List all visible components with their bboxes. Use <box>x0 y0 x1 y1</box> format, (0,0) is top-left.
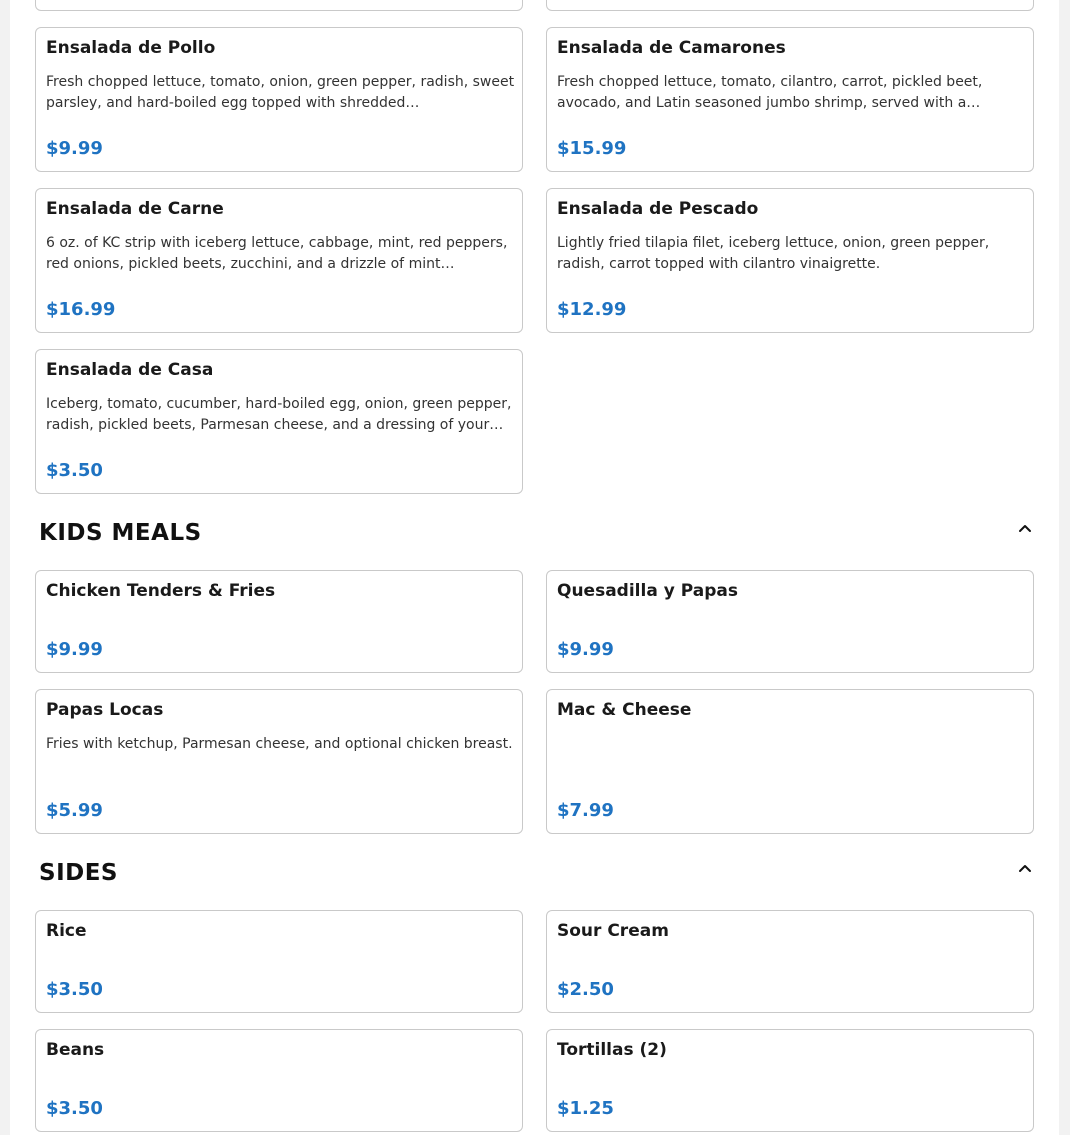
menu-item-card[interactable] <box>546 689 1034 834</box>
item-price: $12.99 <box>557 299 627 320</box>
item-price: $3.50 <box>46 460 103 481</box>
collapse-kids-meals-button[interactable] <box>1014 517 1036 539</box>
menu-item-card[interactable] <box>546 1029 1034 1132</box>
item-name: Tortillas (2) <box>557 1040 667 1060</box>
section-title-sides: SIDES <box>39 860 118 886</box>
item-name: Ensalada de Pescado <box>557 199 759 219</box>
menu-item-card[interactable] <box>35 570 523 673</box>
item-name: Quesadilla y Papas <box>557 581 738 601</box>
menu-item-card[interactable] <box>546 27 1034 172</box>
item-name: Ensalada de Pollo <box>46 38 216 58</box>
menu-item-card[interactable] <box>35 689 523 834</box>
section-title-kids-meals: KIDS MEALS <box>39 520 202 546</box>
menu-item-card[interactable] <box>35 27 523 172</box>
item-price: $15.99 <box>557 138 627 159</box>
item-price: $1.25 <box>557 1098 614 1119</box>
item-price: $7.99 <box>557 800 614 821</box>
item-description: Fresh chopped lettuce, tomato, onion, green pepper, radish, sweet parsley, and hard-boiled egg topped with shredded… <box>46 74 515 111</box>
item-name: Beans <box>46 1040 105 1060</box>
item-description: Iceberg, tomato, cucumber, hard-boiled egg, onion, green pepper, radish, pickled beets, Parmesan cheese, and a dressing of your… <box>46 396 512 433</box>
item-name: Ensalada de Carne <box>46 199 224 219</box>
menu-item-card-partial[interactable] <box>35 0 523 11</box>
item-price: $5.99 <box>46 800 103 821</box>
item-name: Sour Cream <box>557 921 669 941</box>
item-price: $16.99 <box>46 299 116 320</box>
item-name: Mac & Cheese <box>557 700 692 720</box>
item-name: Rice <box>46 921 87 941</box>
item-name: Papas Locas <box>46 700 164 720</box>
collapse-sides-button[interactable] <box>1014 857 1036 879</box>
item-description: 6 oz. of KC strip with iceberg lettuce, cabbage, mint, red peppers, red onions, pickled beets, zucchini, and a drizzle of mint… <box>46 235 508 272</box>
item-name: Chicken Tenders & Fries <box>46 581 276 601</box>
item-description: Lightly fried tilapia filet, iceberg lettuce, onion, green pepper, radish, carrot topped with cilantro vinaigrette. <box>557 235 990 272</box>
menu-item-card[interactable] <box>546 910 1034 1013</box>
chevron-up-icon <box>1014 857 1036 879</box>
item-description: Fresh chopped lettuce, tomato, cilantro, carrot, pickled beet, avocado, and Latin seasoned jumbo shrimp, served with a… <box>557 74 983 111</box>
item-name: Ensalada de Camarones <box>557 38 786 58</box>
item-description: Fries with ketchup, Parmesan cheese, and optional chicken breast. <box>46 736 513 752</box>
item-price: $2.50 <box>557 979 614 1000</box>
menu-item-card-partial[interactable] <box>546 0 1034 11</box>
item-name: Ensalada de Casa <box>46 360 214 380</box>
menu-page <box>10 0 1059 1135</box>
item-price: $3.50 <box>46 979 103 1000</box>
menu-item-card[interactable] <box>546 570 1034 673</box>
chevron-up-icon <box>1014 517 1036 539</box>
menu-item-card[interactable] <box>35 188 523 333</box>
item-price: $9.99 <box>46 138 103 159</box>
menu-item-card[interactable] <box>35 349 523 494</box>
menu-item-card[interactable] <box>35 1029 523 1132</box>
item-price: $3.50 <box>46 1098 103 1119</box>
menu-item-card[interactable] <box>546 188 1034 333</box>
item-price: $9.99 <box>557 639 614 660</box>
menu-item-card[interactable] <box>35 910 523 1013</box>
item-price: $9.99 <box>46 639 103 660</box>
